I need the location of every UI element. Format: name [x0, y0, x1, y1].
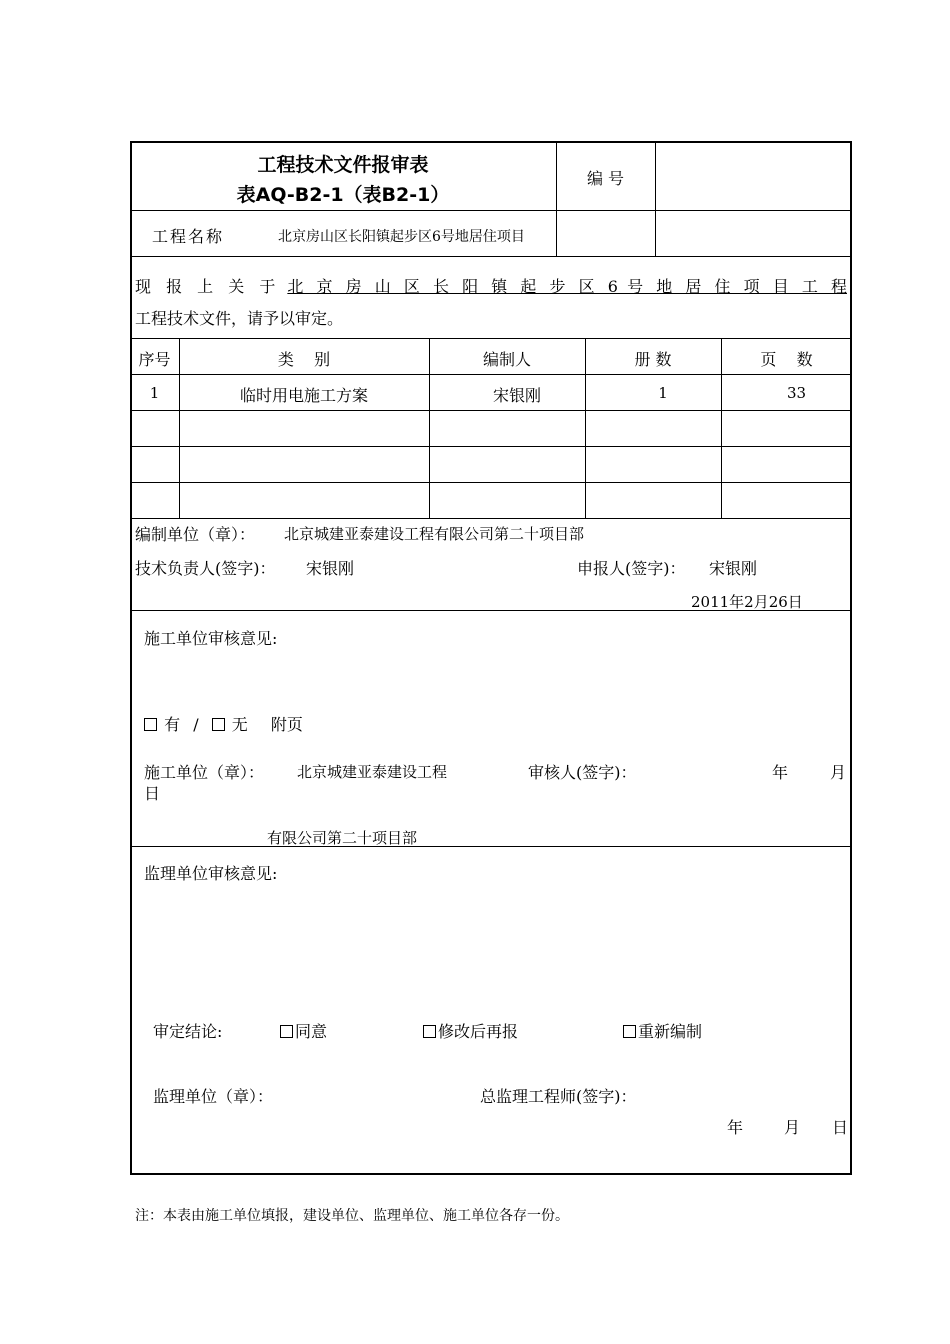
number-label: 编 号	[586, 169, 625, 188]
recompile-checkbox[interactable]	[623, 1025, 636, 1038]
table-header-index: 序号	[138, 350, 171, 369]
table-cell: 1	[149, 384, 160, 402]
option-modify[interactable]	[423, 1019, 518, 1042]
report-line2: 工程技术文件，请予以审定。	[135, 309, 344, 328]
construction-unit-label: 施工单位（章）：	[144, 763, 265, 782]
construction-unit-value-1: 北京城建亚泰建设工程	[297, 763, 448, 781]
construction-date-year: 年	[772, 763, 789, 782]
attach-yes-label: 有	[164, 715, 181, 734]
agree-checkbox[interactable]	[280, 1025, 293, 1038]
attach-no-label: 无	[231, 715, 248, 734]
supervision-date-month: 月	[784, 1118, 801, 1137]
divider	[130, 338, 852, 339]
chief-engineer-label: 总监理工程师(签字)：	[480, 1087, 637, 1106]
tech-lead-value: 宋银刚	[306, 559, 355, 578]
report-subject: 北 京 房 山 区 长 阳 镇 起 步 区 6 号 地 居 住 项 目 工 程	[287, 277, 847, 296]
construction-date-month: 月	[830, 763, 847, 782]
compile-date: 2011年2月26日	[691, 593, 803, 611]
table-cell: 1	[658, 384, 668, 402]
table-header-pages: 页 数	[760, 350, 813, 369]
table-cell: 宋银刚	[492, 386, 541, 405]
table-header-volumes: 册 数	[634, 350, 672, 369]
divider	[130, 446, 852, 447]
applicant-value: 宋银刚	[709, 559, 758, 578]
divider	[556, 141, 557, 256]
table-cell: 33	[786, 384, 807, 402]
table-cell: 临时用电施工方案	[239, 386, 368, 405]
form-title: 工程技术文件报审表	[257, 154, 429, 176]
compile-unit-value: 北京城建亚泰建设工程有限公司第二十项目部	[284, 525, 585, 543]
report-prefix: 现 报 上 关 于	[135, 277, 276, 296]
tech-lead-label: 技术负责人(签字)：	[135, 559, 276, 578]
table-header-author: 编制人	[482, 350, 531, 369]
construction-unit-value-2: 有限公司第二十项目部	[267, 829, 418, 847]
form-code: 表AQ-B2-1（表B2-1）	[236, 184, 450, 206]
supervision-date-year: 年	[727, 1118, 744, 1137]
construction-opinion-label: 施工单位审核意见:	[144, 629, 278, 648]
construction-date-day: 日	[144, 784, 161, 803]
option-agree[interactable]	[280, 1019, 327, 1042]
attach-sep: /	[193, 715, 199, 734]
divider	[130, 846, 852, 847]
footnote: 注：本表由施工单位填报，建设单位、监理单位、施工单位各存一份。	[135, 1208, 569, 1224]
divider	[655, 141, 656, 256]
project-name-label: 工程名称	[152, 227, 225, 246]
conclusion-label: 审定结论:	[153, 1022, 223, 1041]
divider	[130, 374, 852, 375]
report-line	[135, 274, 847, 297]
option-recompile[interactable]	[623, 1019, 702, 1042]
attachment-options	[144, 712, 303, 735]
divider	[130, 410, 852, 411]
attach-suffix: 附页	[270, 715, 303, 734]
divider	[130, 610, 852, 611]
attach-yes-checkbox[interactable]	[144, 718, 157, 731]
divider	[130, 482, 852, 483]
agree-label: 同意	[295, 1022, 328, 1041]
reviewer-label: 审核人(签字)：	[528, 763, 637, 782]
attach-no-checkbox[interactable]	[212, 718, 225, 731]
compile-unit-label: 编制单位（章）：	[135, 525, 256, 544]
applicant-label: 申报人(签字)：	[577, 559, 686, 578]
table-header-category: 类 别	[277, 350, 331, 369]
modify-checkbox[interactable]	[423, 1025, 436, 1038]
divider	[130, 256, 852, 257]
supervision-unit-label: 监理单位（章）：	[153, 1087, 274, 1106]
project-name-value: 北京房山区长阳镇起步区6号地居住项目	[278, 229, 525, 245]
modify-label: 修改后再报	[438, 1022, 519, 1041]
divider	[130, 210, 852, 211]
recompile-label: 重新编制	[638, 1022, 703, 1041]
divider	[130, 518, 852, 519]
supervision-opinion-label: 监理单位审核意见:	[144, 864, 278, 883]
supervision-date-day: 日	[832, 1118, 849, 1137]
